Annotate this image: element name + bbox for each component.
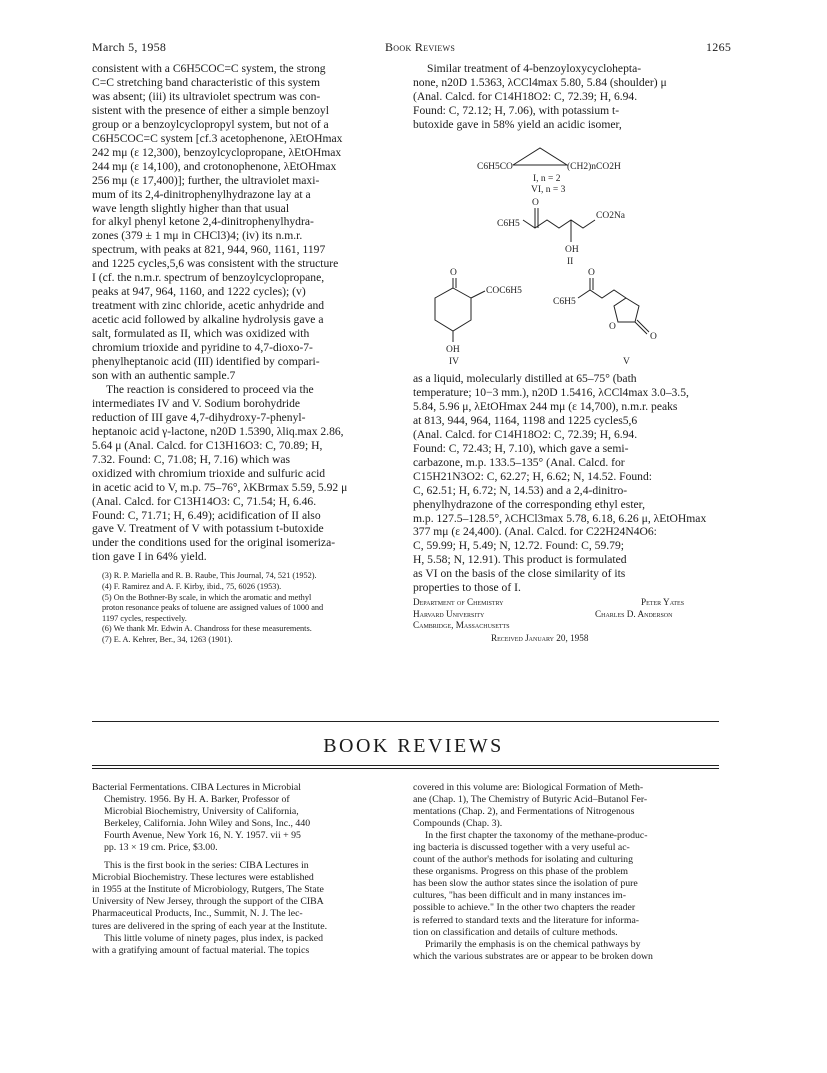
review-line: Microbial Biochemistry. These lectures were established bbox=[92, 872, 314, 884]
signature-author-2: Charles D. Anderson bbox=[595, 608, 673, 619]
text-line: C=C stretching band characteristic of this system bbox=[92, 75, 321, 89]
text-line: The reaction is considered to proceed via the bbox=[106, 382, 314, 396]
review-line: count of the author's methods for isolating and culturing bbox=[413, 854, 633, 866]
footnote-line: 1197 cycles, respectively. bbox=[102, 613, 187, 623]
review-line: Bacterial Fermentations. CIBA Lectures in Microbial bbox=[92, 782, 301, 793]
header-date: March 5, 1958 bbox=[92, 40, 167, 54]
text-line: phenylheptanoic acid (III) identified by compari- bbox=[92, 355, 320, 369]
text-line: Found: C, 72.43; H, 7.10), which gave a semi- bbox=[413, 441, 629, 455]
header-page-number: 1265 bbox=[706, 40, 732, 54]
structure-I-label: I, n = 2 bbox=[533, 174, 561, 184]
text-line: (Anal. Calcd. for C14H18O2: C, 72.39; H, 6.94. bbox=[413, 89, 638, 103]
signature-city: Cambridge, Massachusetts bbox=[413, 620, 510, 631]
text-line: gave V. Treatment of V with potassium t-butoxide bbox=[92, 522, 324, 536]
structure-V-oxygen-top: O bbox=[588, 268, 595, 278]
text-line: H, 5.58; N, 12.91). This product is formulated bbox=[413, 553, 627, 567]
text-line: and 1225 cycles,5,6 was consistent with the structure bbox=[92, 257, 339, 271]
review-line: these organisms. Progress on this phase of the problem bbox=[413, 866, 629, 878]
review-line: Chemistry. 1956. By H. A. Barker, Professor of bbox=[104, 794, 290, 806]
text-line: in acetic acid to V, m.p. 75–76°, λKBrmax 5.59, 5.92 μ bbox=[92, 480, 348, 494]
right-column-top bbox=[413, 62, 719, 132]
review-line: tures are delivered in the spring of each year at the Institute. bbox=[92, 920, 328, 932]
text-line: properties to those of I. bbox=[413, 581, 521, 595]
text-line: salt, formulated as II, which was oxidized with bbox=[92, 327, 310, 341]
text-line: sistent with the presence of either a simple benzoyl bbox=[92, 103, 329, 117]
review-line: has been slow the author states since the isolation of pure bbox=[413, 878, 638, 890]
section-rule-mid-1 bbox=[92, 765, 719, 766]
text-line: Similar treatment of 4-benzoyloxycyclohepta- bbox=[427, 62, 642, 75]
structure-V-label: V bbox=[623, 357, 630, 367]
text-line: 256 mμ (ε 17,400)]; further, the ultraviolet maxi- bbox=[92, 173, 320, 187]
book-reviews-title: BOOK REVIEWS bbox=[323, 735, 504, 757]
review-line: ane (Chap. 1), The Chemistry of Butyric Acid–Butanol Fer- bbox=[413, 794, 648, 806]
signature-dept: Department of Chemistry bbox=[413, 597, 504, 607]
structure-IV-hydroxyl: OH bbox=[446, 345, 460, 355]
text-line: for alkyl phenyl ketone 2,4-dinitrophenylhydra- bbox=[92, 215, 314, 229]
footnote-line: (7) E. A. Kehrer, Ber., 34, 1263 (1901). bbox=[102, 634, 233, 644]
review-line: with a gratifying amount of factual material. The topics bbox=[92, 944, 310, 956]
left-para-1 bbox=[92, 62, 398, 383]
text-line: peaks at 947, 964, 1160, and 1222 cycles); (v) bbox=[92, 285, 306, 299]
structure-V-exo-oxygen: O bbox=[650, 332, 657, 342]
text-line: C6H5COC=C system [cf.3 acetophenone, λEtOHmax bbox=[92, 131, 343, 145]
structure-IV-oxygen: O bbox=[450, 268, 457, 278]
structure-IV bbox=[435, 278, 485, 342]
text-line: (Anal. Calcd. for C13H14O3: C, 71.54; H, 6.46. bbox=[92, 494, 317, 508]
footnote-line: proton resonance peaks of toluene are assigned values of 1000 and bbox=[102, 603, 324, 613]
section-rule-mid-2 bbox=[92, 768, 719, 769]
text-line: Found: C, 72.12; H, 7.06), with potassium t- bbox=[413, 103, 620, 117]
text-line: 5.64 μ (Anal. Calcd. for C13H16O3: C, 70.89; H, bbox=[92, 438, 323, 452]
text-line: zones (379 ± 1 mμ in CHCl3)4; (iv) its n.m.r. bbox=[92, 229, 303, 243]
structure-VI-label: VI, n = 3 bbox=[531, 185, 566, 195]
text-line: butoxide gave in 58% yield an acidic isomer, bbox=[413, 117, 622, 131]
text-line: group or a benzoylcyclopropyl system, but not of a bbox=[92, 117, 329, 131]
text-line: under the conditions used for the original isomeriza- bbox=[92, 536, 336, 550]
chemical-structures bbox=[413, 138, 723, 376]
review-left-column bbox=[92, 782, 399, 957]
review-line: covered in this volume are: Biological Formation of Meth- bbox=[413, 782, 644, 793]
review-line: pp. 13 × 19 cm. Price, $3.00. bbox=[104, 842, 218, 854]
signature-block bbox=[413, 597, 719, 644]
signature-univ: Harvard University bbox=[413, 608, 485, 619]
text-line: 377 mμ (ε 24,400). (Anal. Calcd. for C22H24N4O6: bbox=[413, 525, 657, 539]
review-line: in 1955 at the Institute of Microbiology, Rutgers, The State bbox=[92, 884, 324, 896]
review-line: which the various substrates are or appear to be broken down bbox=[413, 950, 653, 962]
review-line: Fourth Avenue, New York 16, N. Y. 1957. vii + 95 bbox=[104, 830, 301, 842]
footnote-line: (4) F. Ramirez and A. F. Kirby, ibid., 75, 6026 (1953). bbox=[102, 581, 282, 591]
text-line: 244 mμ (ε 14,100), and crotonophenone, λEtOHmax bbox=[92, 159, 337, 173]
text-line: wave length slightly higher than that usual bbox=[92, 201, 290, 215]
structure-II-carboxylate: CO2Na bbox=[596, 211, 626, 221]
text-line: at 813, 944, 964, 1164, 1198 and 1225 cycles5,6 bbox=[413, 413, 638, 427]
left-para-2 bbox=[92, 383, 398, 564]
text-line: phenylhydrazone of the corresponding ethyl ester, bbox=[413, 497, 645, 511]
review-line: Compounds (Chap. 3). bbox=[413, 818, 503, 830]
left-column bbox=[92, 62, 398, 645]
text-line: mum of its 2,4-dinitrophenylhydrazone lay at a bbox=[92, 187, 311, 201]
review-line: Microbial Biochemistry, University of California, bbox=[104, 806, 299, 818]
text-line: (Anal. Calcd. for C14H18O2: C, 72.39; H, 6.94. bbox=[413, 427, 638, 441]
review-line: mentations (Chap. 2), and Fermentations of Nitrogenous bbox=[413, 806, 635, 818]
text-line: 242 mμ (ε 12,300), benzoylcyclopropane, λEtOHmax bbox=[92, 145, 342, 159]
text-line: oxidized with chromium trioxide and sulfuric acid bbox=[92, 466, 326, 480]
text-line: chromium trioxide and pyridine to 4,7-dioxo-7- bbox=[92, 341, 313, 355]
text-line: I (cf. the n.m.r. spectrum of benzoylcyclopropane, bbox=[92, 271, 325, 285]
review-line: cultures, "has been difficult and in many instances im- bbox=[413, 890, 627, 902]
structure-I-right-group: (CH2)nCO2H bbox=[567, 162, 621, 172]
structure-V-ring-oxygen: O bbox=[609, 322, 616, 332]
footnote-line: (5) On the Bothner-By scale, in which the aromatic and methyl bbox=[102, 592, 312, 602]
text-line: as VI on the basis of the close similarity of its bbox=[413, 567, 626, 581]
text-line: tion gave I in 64% yield. bbox=[92, 550, 207, 564]
structure-II-hydroxyl: OH bbox=[565, 245, 579, 255]
text-line: treatment with zinc chloride, acetic anhydride and bbox=[92, 299, 325, 313]
section-rule-top bbox=[92, 721, 719, 722]
text-line: reduction of III gave 4,7-dihydroxy-7-phenyl- bbox=[92, 410, 306, 424]
text-line: temperature; 10−3 mm.), n20D 1.5416, λCCl4max 3.0–3.5, bbox=[413, 385, 689, 399]
text-line: C, 59.99; H, 5.49; N, 12.72. Found: C, 59.79; bbox=[413, 539, 624, 553]
structure-II-phenyl: C6H5 bbox=[497, 219, 520, 229]
review-line: Primarily the emphasis is on the chemical pathways by bbox=[425, 938, 641, 950]
structure-V-phenyl: C6H5 bbox=[553, 297, 576, 307]
review-line: ing bacteria is discussed together with a very useful ac- bbox=[413, 842, 630, 854]
text-line: as a liquid, molecularly distilled at 65–75° (bath bbox=[413, 372, 637, 385]
structure-IV-label: IV bbox=[449, 357, 460, 367]
text-line: was absent; (iii) its ultraviolet spectrum was con- bbox=[92, 89, 321, 103]
review-line: Berkeley, California. John Wiley and Sons, Inc., 440 bbox=[104, 818, 311, 830]
review-line: This is the first book in the series: CIBA Lectures in bbox=[104, 860, 309, 872]
signature-received: Received January 20, 1958 bbox=[491, 632, 589, 643]
text-line: heptanoic acid γ-lactone, n20D 1.5390, λliq.max 2.86, bbox=[92, 424, 344, 438]
review-right-column bbox=[413, 782, 719, 963]
text-line: 7.32. Found: C, 71.08; H, 7.16) which was bbox=[92, 452, 291, 466]
review-line: possible to achieve." In the other two chapters the reader bbox=[413, 902, 636, 914]
text-line: none, n20D 1.5363, λCCl4max 5.80, 5.84 (shoulder) μ bbox=[413, 75, 667, 89]
structure-I-left-group: C6H5CO bbox=[477, 162, 513, 172]
footnotes bbox=[92, 571, 398, 645]
text-line: Found: C, 71.71; H, 6.49); acidification of II also bbox=[92, 508, 321, 522]
text-line: consistent with a C6H5COC=C system, the strong bbox=[92, 62, 326, 75]
review-line: In the first chapter the taxonomy of the methane-produc- bbox=[425, 830, 648, 842]
text-line: spectrum, with peaks at 821, 944, 960, 1161, 1197 bbox=[92, 243, 326, 257]
text-line: acetic acid followed by alkaline hydrolysis gave a bbox=[92, 313, 324, 327]
structure-II-oxygen: O bbox=[532, 198, 539, 208]
structure-IV-benzoyl: COC6H5 bbox=[486, 286, 522, 296]
structure-I bbox=[513, 148, 567, 165]
right-column-bottom bbox=[413, 372, 719, 595]
review-line: University of New Jersey, through the support of the CIBA bbox=[92, 896, 324, 908]
footnote-line: (3) R. P. Mariella and R. B. Raube, This Journal, 74, 521 (1952). bbox=[102, 571, 317, 581]
signature-author-1: Peter Yates bbox=[641, 597, 685, 607]
header-section: Book Reviews bbox=[385, 40, 456, 54]
review-line: Pharmaceutical Products, Inc., Summit, N. J. The lec- bbox=[92, 908, 303, 920]
structure-II bbox=[523, 208, 595, 242]
review-line: This little volume of ninety pages, plus index, is packed bbox=[104, 932, 324, 944]
text-line: intermediates IV and V. Sodium borohydride bbox=[92, 396, 301, 410]
text-line: C15H21N3O2: C, 62.27; H, 6.62; N, 14.52. Found: bbox=[413, 469, 652, 483]
text-line: son with an authentic sample.7 bbox=[92, 368, 236, 382]
text-line: m.p. 127.5–128.5°, λCHCl3max 5.78, 6.18, 6.26 μ, λEtOHmax bbox=[413, 511, 707, 525]
review-line: is referred to standard texts and the literature for informa- bbox=[413, 914, 640, 926]
review-line: tion on classification and details of culture methods. bbox=[413, 926, 618, 938]
text-line: C, 62.51; H, 6.72; N, 14.53) and a 2,4-dinitro- bbox=[413, 483, 628, 497]
text-line: carbazone, m.p. 133.5–135° (Anal. Calcd. for bbox=[413, 455, 625, 469]
structure-II-label: II bbox=[567, 257, 574, 267]
text-line: 5.84, 5.96 μ, λEtOHmax 244 mμ (ε 14,700), n.m.r. peaks bbox=[413, 399, 678, 413]
footnote-line: (6) We thank Mr. Edwin A. Chandross for these measurements. bbox=[102, 624, 312, 634]
